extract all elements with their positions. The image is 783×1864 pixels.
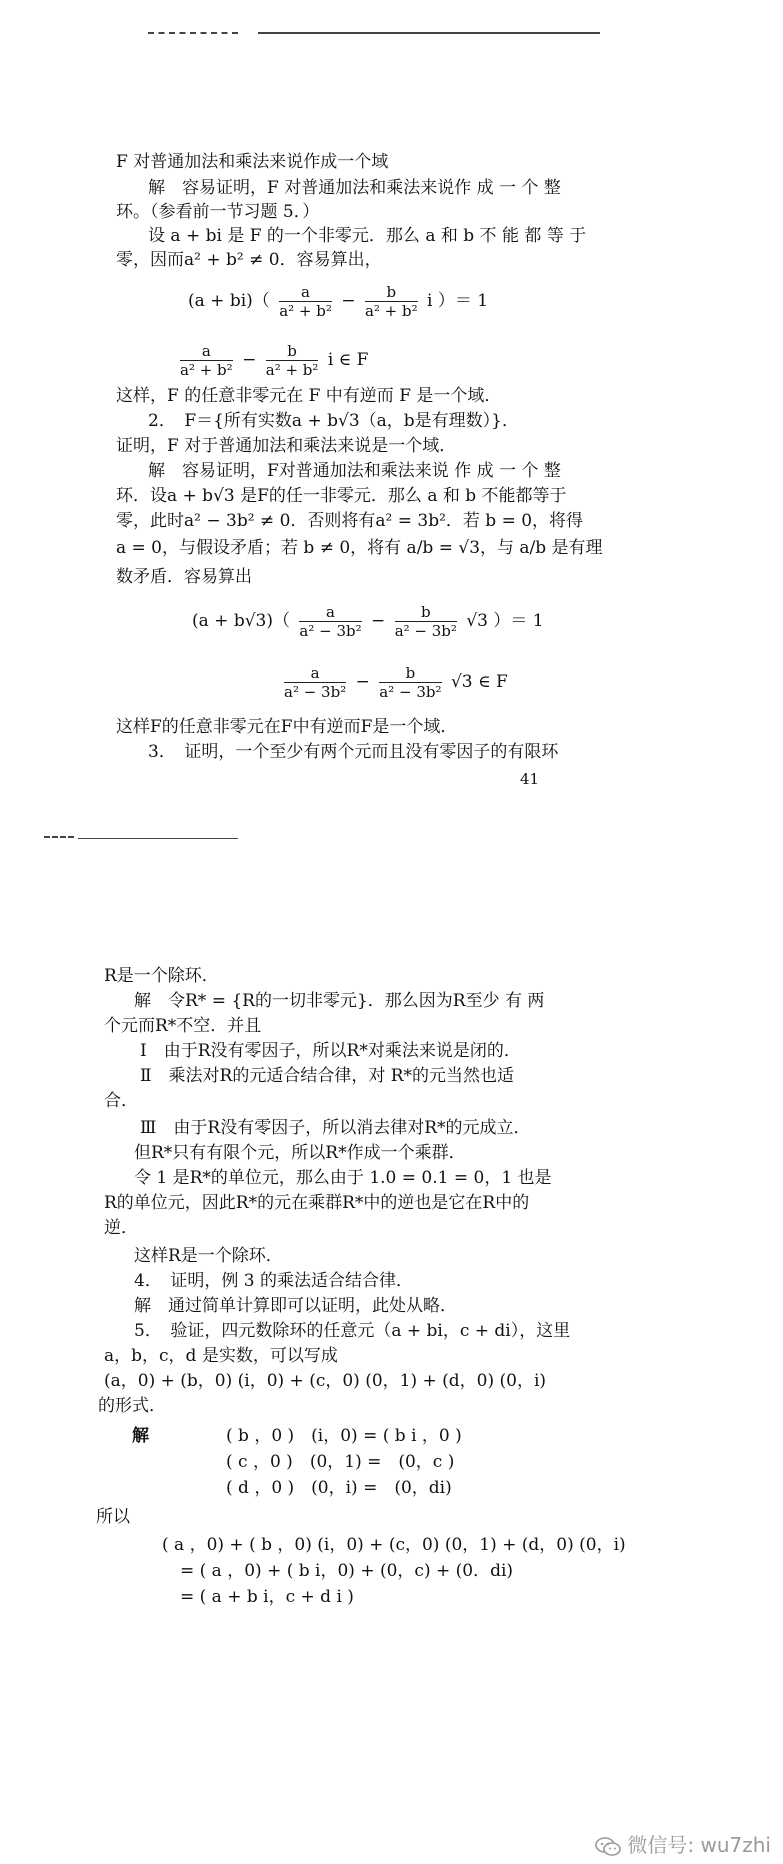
text-line: 数矛盾．容易算出 <box>116 567 252 587</box>
equation-4 <box>280 664 508 701</box>
eq-minus: − <box>242 350 257 370</box>
text-line: 解 令R* = {R的一切非零元}．那么因为R至少 有 两 <box>134 991 545 1011</box>
text-line: 3． 证明，一个至少有两个元而且没有零因子的有限环 <box>148 742 559 762</box>
page-number: 41 <box>520 770 540 788</box>
fraction: $\frac{a}{\text{a² + b²}}$ <box>279 283 332 320</box>
text-line: 解 容易证明，F 对普通加法和乘法来说作 成 一 个 整 <box>148 178 561 198</box>
watermark <box>595 1829 771 1858</box>
text-line: 的形式． <box>98 1396 166 1416</box>
eq-minus: − <box>355 672 370 692</box>
text-line: 逆． <box>104 1218 138 1238</box>
fraction: $\frac{a}{\text{a² − 3b²}}$ <box>284 664 347 701</box>
final-line: = ( a + b i，c + d i ) <box>180 1587 354 1607</box>
text-line: 这样R是一个除环． <box>134 1246 283 1266</box>
text-line: R是一个除环． <box>104 966 219 986</box>
text-line: a = 0，与假设矛盾；若 b ≠ 0，将有 a/b = √3，与 a/b 是有理 <box>116 538 603 558</box>
text-line: 这样，F 的任意非零元在 F 中有逆而 F 是一个域． <box>116 386 502 406</box>
text-line: 5． 验证，四元数除环的任意元（a + bi，c + di），这里 <box>134 1321 571 1341</box>
fraction: $\frac{b}{\text{a² + b²}}$ <box>364 283 418 320</box>
text-line: 但R*只有有限个元，所以R*作成一个乘群． <box>134 1143 466 1163</box>
eq-right: √3 ∈ F <box>450 672 508 692</box>
text-line: 解 容易证明，F对普通加法和乘法来说 作 成 一 个 整 <box>148 461 561 481</box>
text-line: Ⅰ 由于R没有零因子，所以R*对乘法来说是闭的． <box>140 1041 521 1061</box>
final-line: = ( a ，0) + ( b i，0) + (0，c) + (0．di) <box>180 1561 514 1581</box>
fraction: $\frac{a}{\text{a² − 3b²}}$ <box>299 603 362 640</box>
page-divider-right <box>78 838 238 839</box>
text-line: 令 1 是R*的单位元，那么由于 1.0 = 0.1 = 0，1 也是 <box>134 1168 552 1188</box>
text-line: a，b，c，d 是实数，可以写成 <box>104 1346 338 1366</box>
text-line: Ⅲ 由于R没有零因子，所以消去律对R*的元成立． <box>140 1118 531 1138</box>
text-line: 零，因而a² + b² ≠ 0．容易算出， <box>116 250 382 270</box>
text-line: 解 通过简单计算即可以证明，此处从略． <box>134 1296 457 1316</box>
eq-minus: − <box>341 291 356 311</box>
text-line: 这样F的任意非零元在F中有逆而F是一个域． <box>116 717 458 737</box>
text-line: 证明，F 对于普通加法和乘法来说是一个域． <box>116 436 457 456</box>
text-line: 4． 证明，例 3 的乘法适合结合律． <box>134 1271 413 1291</box>
eq-left: (a + b√3)（ <box>192 611 290 631</box>
text-line: 个元而R*不空．并且 <box>104 1016 262 1036</box>
fraction: $\frac{b}{\text{a² + b²}}$ <box>265 342 319 379</box>
text-line: 零，此时a² − 3b² ≠ 0．否则将有a² = 3b²．若 b = 0，将得 <box>116 511 584 531</box>
text-line: F 对普通加法和乘法来说作成一个域 <box>116 152 389 172</box>
solution-line: ( c ，0 ) (0，1) = (0，c ) <box>226 1452 455 1472</box>
text-line: 设 a + bi 是 F 的一个非零元．那么 a 和 b 不 能 都 等 于 <box>148 226 587 246</box>
eq-right: i ∈ F <box>327 350 369 370</box>
solution-line: ( d ，0 ) (0，i) = (0，di) <box>226 1478 452 1498</box>
solution-label: 解 <box>132 1426 149 1446</box>
text-line: (a，0) + (b，0) (i，0) + (c，0) (0，1) + (d，0) (0，i) <box>104 1371 547 1391</box>
eq-right: √3 ）＝ 1 <box>466 611 544 631</box>
watermark-text: 微信号: wu7zhi <box>627 1833 771 1857</box>
text-line: 合． <box>104 1091 138 1111</box>
therefore-label: 所以 <box>96 1507 130 1527</box>
eq-left: (a + bi)（ <box>188 291 270 311</box>
equation-3 <box>192 603 544 640</box>
equation-1 <box>188 283 488 320</box>
equation-2 <box>176 342 368 379</box>
fraction: $\frac{a}{\text{a² + b²}}$ <box>180 342 233 379</box>
top-rule-right <box>258 32 600 34</box>
text-line: 环。（参看前一节习题 5．） <box>116 202 320 222</box>
fraction: $\frac{b}{\text{a² − 3b²}}$ <box>379 664 442 701</box>
top-rule-left <box>148 32 238 34</box>
solution-line: ( b ，0 ) (i，0) = ( b i ，0 ) <box>226 1426 462 1446</box>
fraction: $\frac{b}{\text{a² − 3b²}}$ <box>394 603 457 640</box>
text-line: 2． F＝{所有实数a + b√3（a，b是有理数）}． <box>148 411 519 431</box>
text-line: R的单位元，因此R*的元在乘群R*中的逆也是它在R中的 <box>104 1193 530 1213</box>
eq-minus: − <box>371 611 386 631</box>
page-divider-left <box>44 836 74 838</box>
eq-right: i ）＝ 1 <box>427 291 489 311</box>
final-line: ( a ，0) + ( b ，0) (i，0) + (c，0) (0，1) + (d，0) (0，i) <box>162 1535 626 1555</box>
text-line: Ⅱ 乘法对R的元适合结合律，对 R*的元当然也适 <box>140 1066 515 1086</box>
text-line: 环．设a + b√3 是F的任一非零元．那么 a 和 b 不能都等于 <box>116 486 567 506</box>
wechat-icon <box>595 1836 621 1858</box>
